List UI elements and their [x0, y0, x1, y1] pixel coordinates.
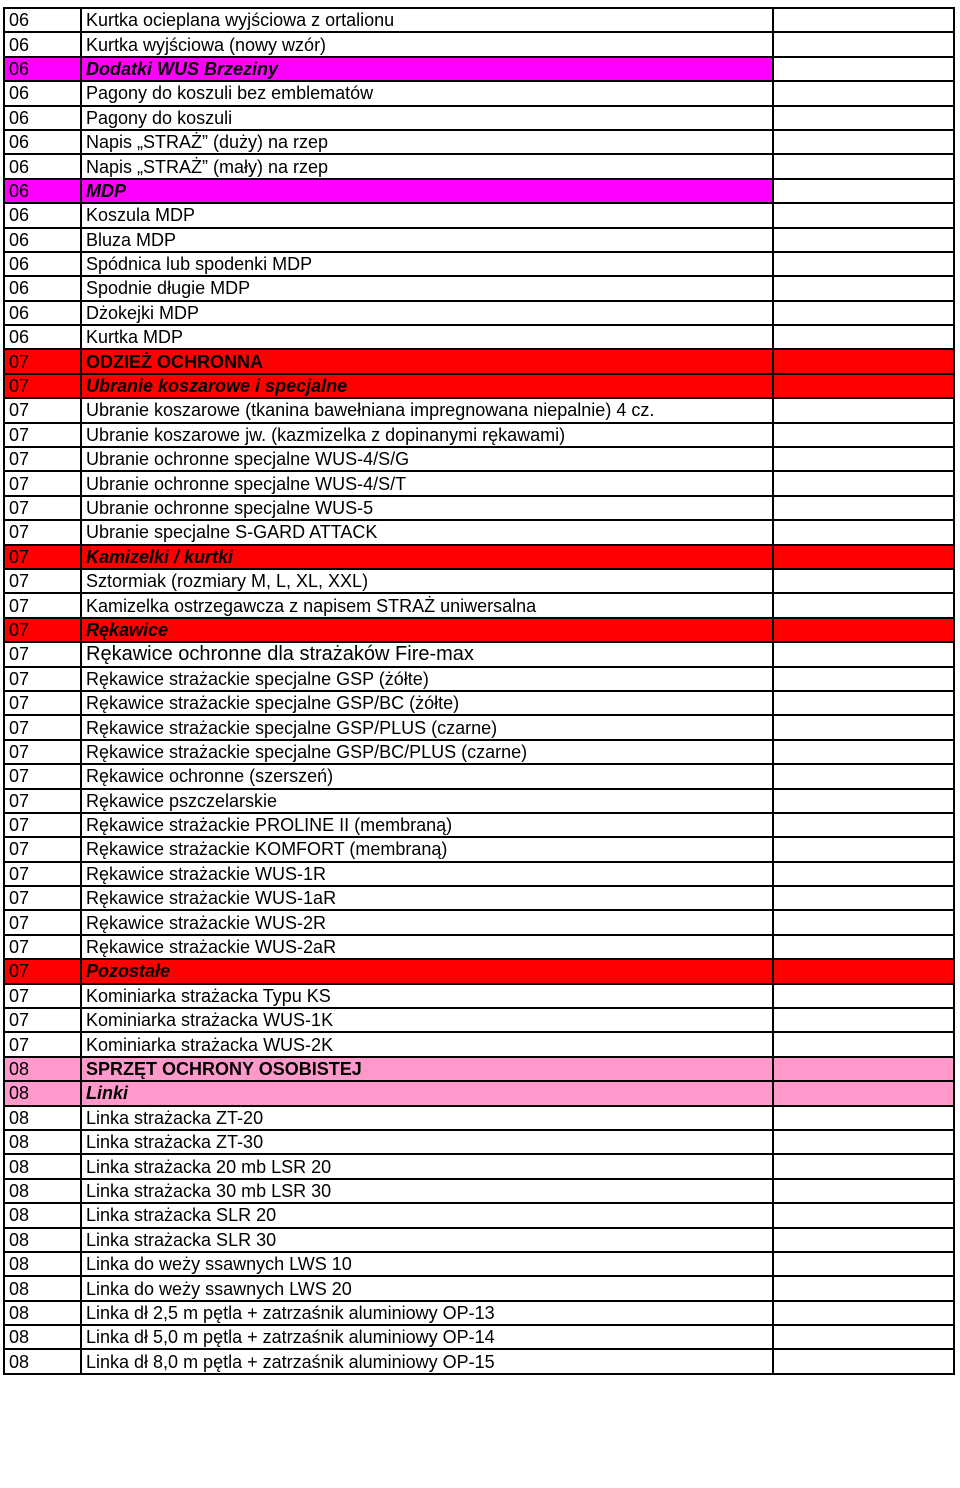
name-cell: Spodnie długie MDP	[81, 276, 773, 300]
table-row	[4, 471, 954, 495]
code-cell: 07	[4, 496, 81, 520]
empty-cell	[773, 374, 954, 398]
section-title: Ubranie koszarowe i specjalne	[81, 374, 773, 398]
code-cell: 08	[4, 1154, 81, 1178]
code-cell: 07	[4, 569, 81, 593]
empty-cell	[773, 520, 954, 544]
name-cell: Rękawice strażackie specjalne GSP/BC (żółte)	[81, 691, 773, 715]
name-cell: Ubranie ochronne specjalne WUS-4/S/G	[81, 447, 773, 471]
name-cell: Bluza MDP	[81, 228, 773, 252]
empty-cell	[773, 81, 954, 105]
empty-cell	[773, 154, 954, 178]
name-cell: Kurtka wyjściowa (nowy wzór)	[81, 32, 773, 56]
code-cell: 07	[4, 886, 81, 910]
code-cell: 08	[4, 1057, 81, 1081]
name-cell: Rękawice strażackie KOMFORT (membraną)	[81, 837, 773, 861]
table-row	[4, 715, 954, 739]
name-cell: Rękawice strażackie specjalne GSP/BC/PLUS (czarne)	[81, 740, 773, 764]
empty-cell	[773, 1301, 954, 1325]
name-cell: Ubranie koszarowe jw. (kazmizelka z dopinanymi rękawami)	[81, 423, 773, 447]
empty-cell	[773, 32, 954, 56]
name-cell: Rękawice strażackie WUS-1aR	[81, 886, 773, 910]
code-cell: 07	[4, 984, 81, 1008]
empty-cell	[773, 593, 954, 617]
code-cell: 08	[4, 1130, 81, 1154]
table-row	[4, 301, 954, 325]
empty-cell	[773, 569, 954, 593]
empty-cell	[773, 1106, 954, 1130]
empty-cell	[773, 959, 954, 983]
section-header-row	[4, 57, 954, 81]
name-cell: Linka strażacka 20 mb LSR 20	[81, 1154, 773, 1178]
empty-cell	[773, 1130, 954, 1154]
empty-cell	[773, 545, 954, 569]
code-cell: 08	[4, 1081, 81, 1105]
section-header-row	[4, 349, 954, 373]
empty-cell	[773, 886, 954, 910]
table-row	[4, 1032, 954, 1056]
name-cell: Napis „STRAŻ” (duży) na rzep	[81, 130, 773, 154]
name-cell: Linka strażacka ZT-20	[81, 1106, 773, 1130]
empty-cell	[773, 642, 954, 666]
code-cell: 07	[4, 837, 81, 861]
empty-cell	[773, 349, 954, 373]
table-row	[4, 203, 954, 227]
name-cell: Rękawice ochronne (szerszeń)	[81, 764, 773, 788]
table-row	[4, 1008, 954, 1032]
table-row	[4, 8, 954, 32]
section-title: ODZIEŻ OCHRONNA	[81, 349, 773, 373]
name-cell: Rękawice strażackie specjalne GSP/PLUS (czarne)	[81, 715, 773, 739]
section-header-row	[4, 959, 954, 983]
table-row	[4, 276, 954, 300]
code-cell: 07	[4, 715, 81, 739]
empty-cell	[773, 1008, 954, 1032]
name-cell: Rękawice strażackie WUS-2R	[81, 910, 773, 934]
table-row	[4, 1228, 954, 1252]
table-row	[4, 130, 954, 154]
empty-cell	[773, 398, 954, 422]
code-cell: 07	[4, 423, 81, 447]
empty-cell	[773, 1154, 954, 1178]
empty-cell	[773, 984, 954, 1008]
empty-cell	[773, 1081, 954, 1105]
code-cell: 08	[4, 1349, 81, 1373]
name-cell: Rękawice ochronne dla strażaków Fire-max	[81, 642, 773, 666]
name-cell: Linka strażacka ZT-30	[81, 1130, 773, 1154]
code-cell: 07	[4, 398, 81, 422]
table-row	[4, 691, 954, 715]
name-cell: Linka strażacka SLR 30	[81, 1228, 773, 1252]
code-cell: 06	[4, 154, 81, 178]
empty-cell	[773, 618, 954, 642]
table-row	[4, 886, 954, 910]
empty-cell	[773, 301, 954, 325]
empty-cell	[773, 447, 954, 471]
code-cell: 06	[4, 301, 81, 325]
empty-cell	[773, 1228, 954, 1252]
code-cell: 06	[4, 179, 81, 203]
code-cell: 07	[4, 1008, 81, 1032]
section-title: Dodatki WUS Brzeziny	[81, 57, 773, 81]
code-cell: 07	[4, 642, 81, 666]
code-cell: 06	[4, 32, 81, 56]
name-cell: Kurtka ocieplana wyjściowa z ortalionu	[81, 8, 773, 32]
empty-cell	[773, 130, 954, 154]
empty-cell	[773, 935, 954, 959]
name-cell: Rękawice strażackie PROLINE II (membraną)	[81, 813, 773, 837]
table-row	[4, 1276, 954, 1300]
table-row	[4, 1349, 954, 1373]
code-cell: 07	[4, 959, 81, 983]
code-cell: 07	[4, 618, 81, 642]
empty-cell	[773, 57, 954, 81]
name-cell: Dżokejki MDP	[81, 301, 773, 325]
table-row	[4, 252, 954, 276]
empty-cell	[773, 106, 954, 130]
code-cell: 06	[4, 276, 81, 300]
empty-cell	[773, 1252, 954, 1276]
code-cell: 08	[4, 1179, 81, 1203]
table-row	[4, 740, 954, 764]
table-row	[4, 325, 954, 349]
name-cell: Ubranie specjalne S-GARD ATTACK	[81, 520, 773, 544]
section-header-row	[4, 179, 954, 203]
table-row	[4, 520, 954, 544]
empty-cell	[773, 276, 954, 300]
table-row	[4, 837, 954, 861]
code-cell: 07	[4, 667, 81, 691]
code-cell: 06	[4, 8, 81, 32]
code-cell: 08	[4, 1276, 81, 1300]
empty-cell	[773, 1276, 954, 1300]
code-cell: 07	[4, 593, 81, 617]
table-row	[4, 642, 954, 666]
empty-cell	[773, 667, 954, 691]
code-cell: 06	[4, 106, 81, 130]
table-row	[4, 1203, 954, 1227]
table-row	[4, 789, 954, 813]
empty-cell	[773, 1203, 954, 1227]
empty-cell	[773, 764, 954, 788]
code-cell: 07	[4, 447, 81, 471]
name-cell: Rękawice strażackie WUS-1R	[81, 862, 773, 886]
section-title: Pozostałe	[81, 959, 773, 983]
section-title: MDP	[81, 179, 773, 203]
table-row	[4, 764, 954, 788]
code-cell: 07	[4, 349, 81, 373]
code-cell: 08	[4, 1106, 81, 1130]
empty-cell	[773, 8, 954, 32]
code-cell: 07	[4, 520, 81, 544]
code-cell: 07	[4, 740, 81, 764]
name-cell: Napis „STRAŻ” (mały) na rzep	[81, 154, 773, 178]
code-cell: 07	[4, 789, 81, 813]
code-cell: 07	[4, 471, 81, 495]
code-cell: 06	[4, 203, 81, 227]
table-row	[4, 447, 954, 471]
code-cell: 06	[4, 130, 81, 154]
product-table	[3, 7, 955, 1375]
table-row	[4, 910, 954, 934]
code-cell: 06	[4, 228, 81, 252]
empty-cell	[773, 325, 954, 349]
code-cell: 07	[4, 813, 81, 837]
name-cell: Linka dł 2,5 m pętla + zatrzaśnik aluminiowy OP-13	[81, 1301, 773, 1325]
empty-cell	[773, 1179, 954, 1203]
section-title: Kamizelki / kurtki	[81, 545, 773, 569]
empty-cell	[773, 691, 954, 715]
name-cell: Rękawice pszczelarskie	[81, 789, 773, 813]
name-cell: Spódnica lub spodenki MDP	[81, 252, 773, 276]
table-row	[4, 423, 954, 447]
empty-cell	[773, 740, 954, 764]
section-header-row	[4, 618, 954, 642]
name-cell: Ubranie ochronne specjalne WUS-4/S/T	[81, 471, 773, 495]
table-row	[4, 81, 954, 105]
section-header-row	[4, 545, 954, 569]
table-row	[4, 1154, 954, 1178]
section-header-row	[4, 1081, 954, 1105]
code-cell: 08	[4, 1301, 81, 1325]
name-cell: Ubranie ochronne specjalne WUS-5	[81, 496, 773, 520]
name-cell: Pagony do koszuli bez emblematów	[81, 81, 773, 105]
code-cell: 08	[4, 1325, 81, 1349]
code-cell: 07	[4, 862, 81, 886]
empty-cell	[773, 423, 954, 447]
code-cell: 07	[4, 691, 81, 715]
empty-cell	[773, 910, 954, 934]
empty-cell	[773, 179, 954, 203]
name-cell: Kominiarka strażacka WUS-2K	[81, 1032, 773, 1056]
table-row	[4, 398, 954, 422]
code-cell: 06	[4, 325, 81, 349]
empty-cell	[773, 496, 954, 520]
code-cell: 08	[4, 1228, 81, 1252]
table-row	[4, 1130, 954, 1154]
code-cell: 06	[4, 57, 81, 81]
section-title: SPRZĘT OCHRONY OSOBISTEJ	[81, 1057, 773, 1081]
table-row	[4, 106, 954, 130]
table-row	[4, 984, 954, 1008]
name-cell: Linka dł 8,0 m pętla + zatrzaśnik aluminiowy OP-15	[81, 1349, 773, 1373]
empty-cell	[773, 813, 954, 837]
section-title: Rękawice	[81, 618, 773, 642]
table-row	[4, 228, 954, 252]
empty-cell	[773, 1325, 954, 1349]
code-cell: 07	[4, 1032, 81, 1056]
table-row	[4, 496, 954, 520]
table-row	[4, 154, 954, 178]
name-cell: Linka do weży ssawnych LWS 10	[81, 1252, 773, 1276]
code-cell: 06	[4, 81, 81, 105]
name-cell: Linka do weży ssawnych LWS 20	[81, 1276, 773, 1300]
empty-cell	[773, 1057, 954, 1081]
name-cell: Pagony do koszuli	[81, 106, 773, 130]
name-cell: Kominiarka strażacka Typu KS	[81, 984, 773, 1008]
table-row	[4, 1325, 954, 1349]
empty-cell	[773, 471, 954, 495]
code-cell: 08	[4, 1203, 81, 1227]
empty-cell	[773, 862, 954, 886]
name-cell: Linka strażacka 30 mb LSR 30	[81, 1179, 773, 1203]
table-row	[4, 1106, 954, 1130]
table-row	[4, 813, 954, 837]
table-row	[4, 935, 954, 959]
name-cell: Sztormiak (rozmiary M, L, XL, XXL)	[81, 569, 773, 593]
code-cell: 07	[4, 545, 81, 569]
name-cell: Rękawice strażackie WUS-2aR	[81, 935, 773, 959]
name-cell: Rękawice strażackie specjalne GSP (żółte)	[81, 667, 773, 691]
empty-cell	[773, 837, 954, 861]
table-row	[4, 667, 954, 691]
code-cell: 07	[4, 935, 81, 959]
code-cell: 07	[4, 764, 81, 788]
code-cell: 07	[4, 374, 81, 398]
section-header-row	[4, 1057, 954, 1081]
table-row	[4, 1252, 954, 1276]
table-row	[4, 862, 954, 886]
section-title: Linki	[81, 1081, 773, 1105]
table-row	[4, 1301, 954, 1325]
name-cell: Kamizelka ostrzegawcza z napisem STRAŻ uniwersalna	[81, 593, 773, 617]
empty-cell	[773, 715, 954, 739]
table-row	[4, 32, 954, 56]
code-cell: 08	[4, 1252, 81, 1276]
name-cell: Kurtka MDP	[81, 325, 773, 349]
name-cell: Linka strażacka SLR 20	[81, 1203, 773, 1227]
empty-cell	[773, 228, 954, 252]
code-cell: 07	[4, 910, 81, 934]
name-cell: Kominiarka strażacka WUS-1K	[81, 1008, 773, 1032]
empty-cell	[773, 1032, 954, 1056]
name-cell: Linka dł 5,0 m pętla + zatrzaśnik aluminiowy OP-14	[81, 1325, 773, 1349]
section-header-row	[4, 374, 954, 398]
code-cell: 06	[4, 252, 81, 276]
name-cell: Koszula MDP	[81, 203, 773, 227]
empty-cell	[773, 203, 954, 227]
table-row	[4, 569, 954, 593]
empty-cell	[773, 1349, 954, 1373]
empty-cell	[773, 252, 954, 276]
table-row	[4, 593, 954, 617]
empty-cell	[773, 789, 954, 813]
table-row	[4, 1179, 954, 1203]
name-cell: Ubranie koszarowe (tkanina bawełniana impregnowana niepalnie) 4 cz.	[81, 398, 773, 422]
